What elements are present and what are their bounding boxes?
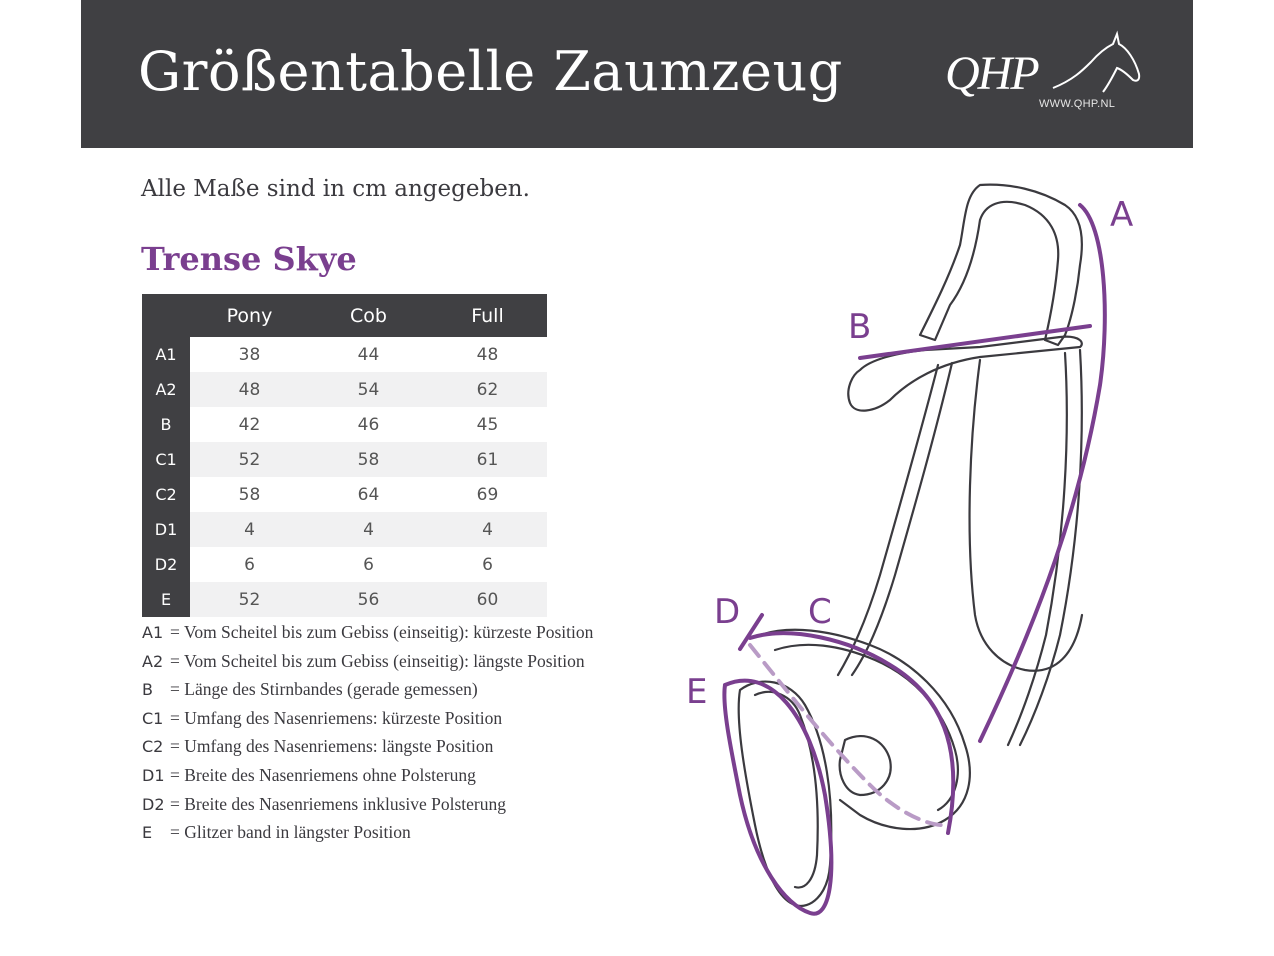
logo-text: QHP	[945, 47, 1038, 100]
table-cell: 54	[309, 372, 428, 407]
measure-line-e	[724, 681, 831, 914]
throatlatch	[970, 360, 1082, 671]
legend-code: D2	[142, 794, 165, 814]
diagram-label-a: A	[1110, 195, 1134, 235]
size-table	[142, 294, 547, 617]
table-cell: 48	[190, 372, 309, 407]
table-corner-cell	[142, 294, 190, 337]
legend-item: D1 = Breite des Nasenriemens ohne Polsterung	[142, 764, 476, 785]
table-row	[142, 477, 547, 512]
cheekpiece-left	[838, 365, 938, 675]
legend-item: E = Glitzer band in längster Position	[142, 822, 411, 843]
table-cell: 58	[309, 442, 428, 477]
table-cell: 42	[238, 414, 261, 435]
measure-line-c	[750, 633, 953, 833]
legend-list	[142, 622, 593, 851]
horse-head-logo-icon	[1043, 30, 1143, 100]
legend-code: C1	[142, 708, 164, 728]
measure-line-b	[860, 326, 1090, 358]
table-header-row	[142, 294, 547, 337]
table-row	[142, 337, 547, 372]
table-cell: 64	[357, 484, 380, 505]
legend-text: Umfang des Nasenriemens: kürzeste Position	[184, 707, 503, 728]
legend-text: Vom Scheitel bis zum Gebiss (einseitig): kürzeste Position	[183, 622, 594, 642]
table-cell: 4	[428, 512, 547, 547]
diagram-label-d: D	[714, 592, 741, 632]
table-row	[142, 442, 547, 477]
table-cell: 56	[309, 582, 428, 617]
diagram-label-c: C	[808, 592, 832, 632]
measure-line-c2-dashed	[750, 645, 942, 825]
table-cell: 52	[190, 582, 309, 617]
row-header: B	[142, 407, 190, 442]
bridle-illustration	[680, 175, 1160, 935]
table-cell: 6	[482, 554, 493, 575]
measure-line-a	[980, 205, 1105, 741]
table-row	[142, 372, 547, 407]
legend-text: Umfang des Nasenriemens: längste Position	[184, 736, 494, 757]
crownpiece-outline	[920, 185, 1082, 345]
table-cell: 6	[244, 554, 255, 575]
bridle-diagram	[680, 175, 1160, 935]
legend-code: A1	[142, 623, 164, 642]
table-cell: 6	[363, 554, 374, 575]
row-header: D2	[142, 547, 190, 582]
table-cell: 4	[309, 512, 428, 547]
legend-item: C2 = Umfang des Nasenriemens: längste Position	[142, 736, 494, 757]
table-cell: 45	[476, 414, 499, 435]
row-header: C1	[142, 442, 190, 477]
header-banner	[81, 0, 1193, 148]
diagram-label-e: E	[686, 672, 708, 712]
table-cell: 62	[428, 372, 547, 407]
legend-item: D2 = Breite des Nasenriemens inklusive Polsterung	[142, 793, 506, 814]
legend-code: A2	[142, 651, 164, 671]
row-header: C2	[142, 477, 190, 512]
table-cell: 48	[476, 344, 499, 365]
table-cell: 58	[238, 484, 261, 505]
column-header: Cob	[309, 294, 428, 337]
row-header: D1	[142, 512, 190, 547]
legend-text: Vom Scheitel bis zum Gebiss (einseitig): längste Position	[183, 650, 585, 671]
legend-text: Breite des Nasenriemens ohne Polsterung	[184, 764, 476, 785]
table-row	[142, 582, 547, 617]
table-cell: 60	[428, 582, 547, 617]
diagram-label-b: B	[848, 307, 872, 347]
row-header: A1	[142, 337, 190, 372]
column-header: Pony	[190, 294, 309, 337]
legend-item: B = Länge des Stirnbandes (gerade gemessen)	[142, 679, 478, 700]
legend-code: E	[142, 823, 153, 843]
units-note: Alle Maße sind in cm angegeben.	[141, 176, 530, 202]
legend-code: C2	[142, 737, 164, 757]
legend-item: C1 = Umfang des Nasenriemens: kürzeste Position	[142, 707, 503, 728]
legend-code: B	[142, 680, 153, 700]
legend-code: D1	[142, 765, 165, 785]
table-row	[142, 547, 547, 582]
legend-text: Breite des Nasenriemens inklusive Polsterung	[184, 793, 506, 814]
column-header: Full	[428, 294, 547, 337]
table-row	[142, 407, 547, 442]
qhp-logo	[943, 30, 1143, 120]
logo-url: WWW.QHP.NL	[1039, 98, 1116, 110]
row-header: E	[142, 582, 190, 617]
table-cell: 38	[238, 344, 261, 365]
table-cell: 46	[357, 414, 380, 435]
table-cell: 61	[428, 442, 547, 477]
bit-ring	[840, 736, 891, 795]
table-cell: 69	[476, 484, 499, 505]
browband-loop	[848, 337, 1081, 411]
product-title: Trense Skye	[141, 240, 357, 278]
table-cell: 44	[357, 344, 380, 365]
noseband-outline	[760, 630, 970, 829]
row-header: A2	[142, 372, 190, 407]
cheekpiece-right	[1020, 350, 1082, 745]
table-cell: 4	[190, 512, 309, 547]
table-cell: 52	[190, 442, 309, 477]
legend-text: Länge des Stirnbandes (gerade gemessen)	[184, 679, 478, 700]
legend-text: Glitzer band in längster Position	[184, 822, 411, 843]
table-row	[142, 512, 547, 547]
legend-item: A2 = Vom Scheitel bis zum Gebiss (einseitig): längste Position	[142, 650, 585, 671]
page-title: Größentabelle Zaumzeug	[138, 40, 843, 103]
legend-item: A1 = Vom Scheitel bis zum Gebiss (einseitig): kürzeste Position	[142, 622, 594, 642]
